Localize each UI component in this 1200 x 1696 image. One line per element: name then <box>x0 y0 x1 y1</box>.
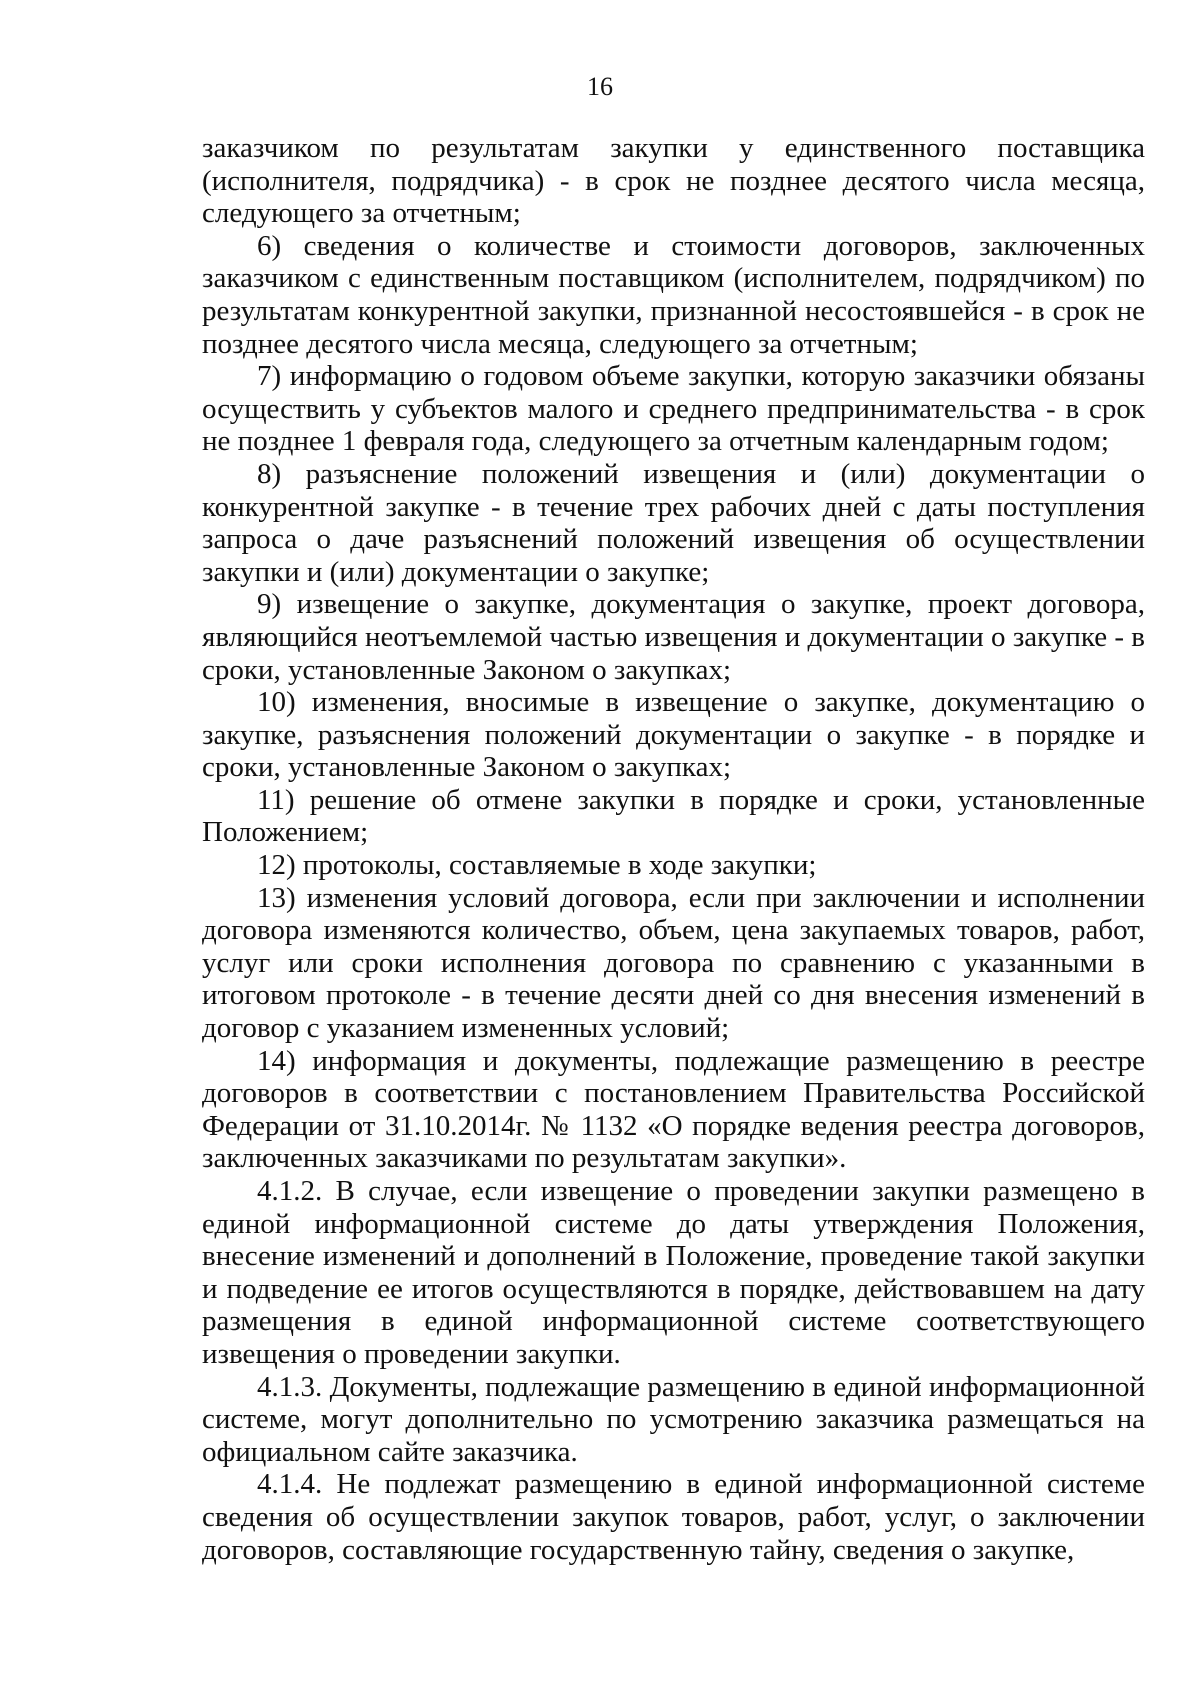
clause-4-1-2: 4.1.2. В случае, если извещение о проведении закупки размещено в единой информационной системе до даты утверждения Положения, внесение изменений и дополнений в Положение, проведение такой закупки и подведение ее итогов осуществляются в порядке, действовавшем на дату размещения в единой информационной системе соответствующего извещения о проведении закупки. <box>202 1175 1145 1370</box>
list-item-14: 14) информация и документы, подлежащие размещению в реестре договоров в соответствии с постановлением Правительства Российской Федерации от 31.10.2014г. № 1132 «О порядке ведения реестра договоров, заключенных заказчиками по результатам закупки». <box>202 1044 1145 1175</box>
list-item-12: 12) протоколы, составляемые в ходе закупки; <box>257 849 817 882</box>
clause-4-1-4: 4.1.4. Не подлежат размещению в единой информационной системе сведения об осуществлении закупок товаров, работ, услуг, о заключении договоров, составляющие государственную тайну, сведения о закупке, <box>202 1468 1145 1566</box>
paragraph-continuation: заказчиком по результатам закупки у единственного поставщика (исполнителя, подрядчика) - в срок не позднее десятого числа месяца, следующего за отчетным; <box>202 132 1145 230</box>
clause-4-1-3: 4.1.3. Документы, подлежащие размещению в единой информационной системе, могут дополнительно по усмотрению заказчика размещаться на официальном сайте заказчика. <box>202 1370 1145 1468</box>
list-item-7: 7) информацию о годовом объеме закупки, которую заказчики обязаны осуществить у субъектов малого и среднего предпринимательства - в срок не позднее 1 февраля года, следующего за отчетным календарным годом; <box>202 360 1145 458</box>
list-item-8: 8) разъяснение положений извещения и (или) документации о конкурентной закупке - в течение трех рабочих дней с даты поступления запроса о даче разъяснений положений извещения об осуществлении закупки и (или) документации о закупке; <box>202 457 1145 588</box>
page-number: 16 <box>587 72 613 101</box>
list-item-13: 13) изменения условий договора, если при заключении и исполнении договора изменяются количество, объем, цена закупаемых товаров, работ, услуг или сроки исполнения договора по сравнению с указанными в итоговом протоколе - в течение десяти дней со дня внесения изменений в договор с указанием измененных условий; <box>202 881 1145 1045</box>
list-item-11: 11) решение об отмене закупки в порядке и сроки, установленные Положением; <box>202 783 1145 849</box>
list-item-9: 9) извещение о закупке, документация о закупке, проект договора, являющийся неотъемлемой частью извещения и документации о закупке - в сроки, установленные Законом о закупках; <box>202 588 1145 686</box>
document-body <box>202 132 1145 1566</box>
list-item-6: 6) сведения о количестве и стоимости договоров, заключенных заказчиком с единственным поставщиком (исполнителем, подрядчиком) по результатам конкурентной закупки, признанной несостоявшейся - в срок не позднее десятого числа месяца, следующего за отчетным; <box>202 229 1145 360</box>
list-item-10: 10) изменения, вносимые в извещение о закупке, документацию о закупке, разъяснения положений документации о закупке - в порядке и сроки, установленные Законом о закупках; <box>202 686 1145 784</box>
